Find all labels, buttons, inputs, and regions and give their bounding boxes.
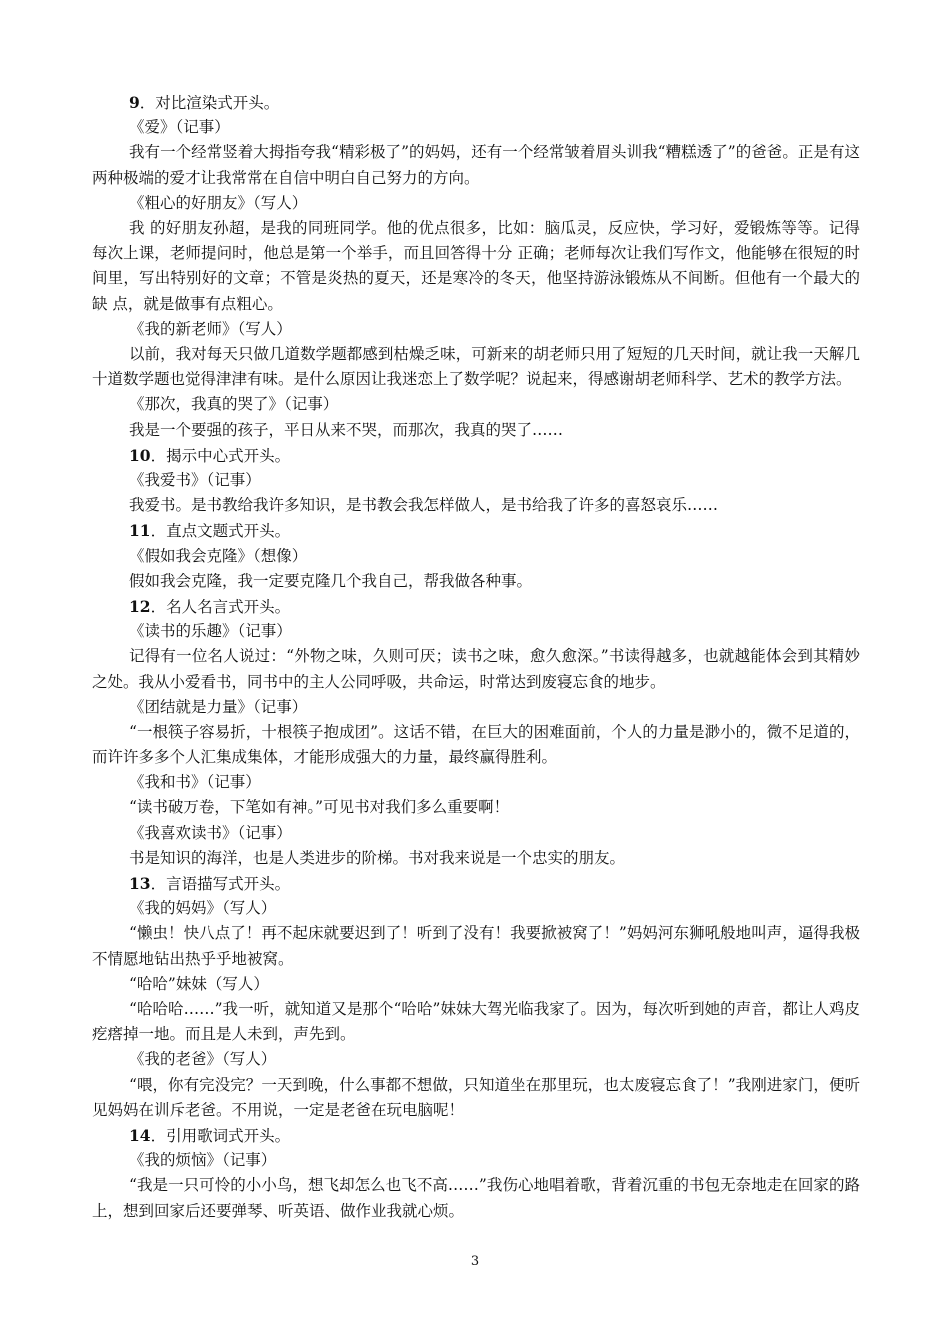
- essay-title: 《我的烦恼》（记事）: [129, 1151, 277, 1170]
- section-heading: [92, 594, 860, 619]
- essay-title: 《我和书》（记事）: [129, 773, 261, 792]
- section-heading-text: ．直点文题式开头。: [150, 522, 291, 541]
- essay-opening-paragraph: “喂，你有完没完？一天到晚，什么事都不想做，只知道坐在那里玩，也太废寝忘食了！”我刚进家门，便听见妈妈在训斥老爸。不用说，一定是老爸在玩电脑呢！: [92, 1075, 860, 1119]
- essay-opening-paragraph: “一根筷子容易折，十根筷子抱成团”。这话不错，在巨大的困难面前，个人的力量是渺小的，微不足道的，而许许多多个人汇集成集体，才能形成强大的力量，最终赢得胜利。: [92, 722, 860, 767]
- section-heading: [92, 1123, 860, 1148]
- page-number: 3: [470, 1254, 480, 1269]
- section-number: 9: [129, 93, 140, 112]
- section-number: 12: [129, 596, 151, 616]
- essay-opening-paragraph: 以前，我对每天只做几道数学题都感到枯燥乏味，可新来的胡老师只用了短短的几天时间，就让我一天解几十道数学题也觉得津津有味。是什么原因让我迷恋上了数学呢？说起来，得感谢胡老师科学、艺术的教学方法。: [92, 344, 860, 389]
- essay-title: 《我的老爸》（写人）: [129, 1050, 277, 1069]
- section-heading: [92, 518, 860, 543]
- section-number: 14: [129, 1126, 151, 1146]
- essay-opening-paragraph: “哈哈哈……”我一听，就知道又是那个“哈哈”妹妹大驾光临我家了。因为，每次听到她的声音，都让人鸡皮疙瘩掉一地。而且是人未到，声先到。: [92, 1000, 860, 1044]
- essay-opening-paragraph: 假如我会克隆，我一定要克隆几个我自己，帮我做各种事。: [129, 571, 533, 590]
- essay-title: 《我喜欢读书》（记事）: [129, 823, 292, 842]
- essay-opening-paragraph: 记得有一位名人说过：“外物之味，久则可厌；读书之味，愈久愈深。”书读得越多，也就越能体会到其精妙之处。我从小爱看书，同书中的主人公同呼吸，共命运，时常达到废寝忘食的地步。: [92, 647, 860, 691]
- essay-title: “哈哈”妹妹（写人）: [129, 974, 269, 993]
- essay-title: 《读书的乐趣》（记事）: [129, 622, 292, 641]
- section-heading-text: ．对比渲染式开头。: [139, 94, 280, 112]
- section-heading-text: ．引用歌词式开头。: [150, 1127, 291, 1146]
- section-heading: [92, 871, 860, 896]
- essay-opening-paragraph: 我 的好朋友孙超，是我的同班同学。他的优点很多，比如：脑瓜灵，反应快，学习好，爱锻炼等等。记得每次上课，老师提问时，他总是第一个举手，而且回答得十分 正确；老师每次让我们写作文，他能够在很短的时间里，写出特别好的文章；不管是炎热的夏天，还是寒冷的冬天，他坚持游泳锻炼从不间断。但他有一个最大的缺 点，就是做事有点粗心。: [92, 218, 860, 313]
- essay-opening-paragraph: 我是一个要强的孩子，平日从来不哭，而那次，我真的哭了……: [129, 420, 564, 439]
- essay-opening-paragraph: 我有一个经常竖着大拇指夸我“精彩极了”的妈妈，还有一个经常皱着眉头训我“糟糕透了”的爸爸。正是有这两种极端的爱才让我常常在自信中明白自己努力的方向。: [92, 143, 860, 187]
- essay-opening-paragraph: “我是一只可怜的小小鸟，想飞却怎么也飞不高……”我伤心地唱着歌，背着沉重的书包无奈地走在回家的路上，想到回家后还要弹琴、听英语、做作业我就心烦。: [92, 1176, 860, 1220]
- document-content: [92, 90, 860, 1224]
- essay-opening-paragraph: 书是知识的海洋，也是人类进步的阶梯。书对我来说是一个忠实的朋友。: [129, 848, 626, 867]
- essay-title: 《假如我会克隆》（想像）: [129, 546, 308, 565]
- essay-opening-paragraph: “懒虫！快八点了！再不起床就要迟到了！听到了没有！我要掀被窝了！”妈妈河东狮吼般地叫声，逼得我极不情愿地钻出热乎乎地被窝。: [92, 924, 860, 968]
- essay-title: 《我爱书》（记事）: [129, 470, 261, 489]
- essay-title: 《我的新老师》（写人）: [129, 319, 292, 338]
- section-number: 10: [129, 445, 151, 465]
- essay-title: 《粗心的好朋友》（写人）: [129, 193, 308, 212]
- essay-title: 《我的妈妈》（写人）: [129, 899, 277, 918]
- section-heading-text: ．揭示中心式开头。: [150, 446, 291, 465]
- section-heading: [92, 90, 860, 115]
- essay-title: 《那次，我真的哭了》（记事）: [129, 395, 339, 414]
- essay-title: 《爱》（记事）: [129, 118, 230, 137]
- section-heading-text: ．名人名言式开头。: [150, 597, 291, 616]
- section-heading: [92, 443, 860, 468]
- essay-opening-paragraph: 我爱书。是书教给我许多知识，是书教会我怎样做人，是书给我了许多的喜怒哀乐……: [129, 496, 719, 515]
- section-number: 13: [129, 874, 151, 894]
- essay-title: 《团结就是力量》（记事）: [129, 697, 308, 716]
- essay-opening-paragraph: “读书破万卷，下笔如有神。”可见书对我们多么重要啊！: [129, 798, 510, 817]
- section-number: 11: [129, 521, 151, 541]
- section-heading-text: ．言语描写式开头。: [150, 875, 291, 894]
